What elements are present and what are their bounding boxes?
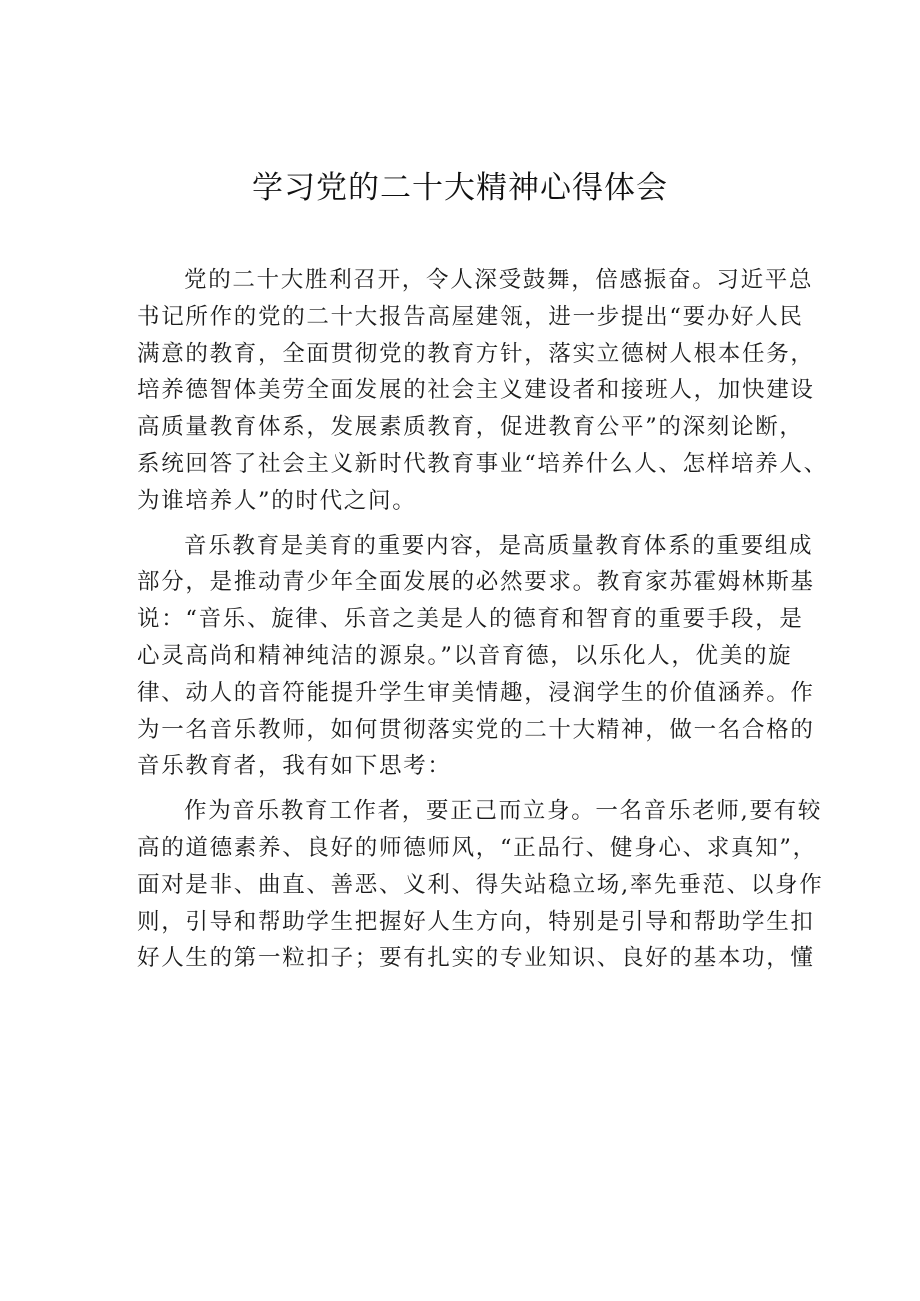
paragraph-1: [137, 262, 828, 520]
paragraph-gap: [137, 785, 797, 793]
document-title: 学习党的二十大精神心得体会: [252, 170, 668, 206]
paragraph-line: 满意的教育，全面贯彻党的教育方针，落实立德树人根本任务，: [137, 340, 815, 367]
paragraph-line: 音乐教育者，我有如下思考：: [137, 753, 452, 780]
paragraph-line: 心灵高尚和精神纯洁的源泉。”以音育德，以乐化人，优美的旋: [137, 642, 793, 669]
paragraph-3: [137, 793, 824, 977]
paragraph-line: 书记所作的党的二十大报告高屋建瓴，进一步提出“要办好人民: [137, 303, 804, 330]
paragraph-line: 作为音乐教育工作者，要正己而立身。一名音乐老师,要有较: [184, 798, 823, 825]
paragraph-line: 为一名音乐教师，如何贯彻落实党的二十大精神，做一名合格的: [137, 716, 815, 743]
paragraph-line: 高质量教育体系，发展素质教育，促进教育公平”的深刻论断，: [137, 414, 804, 441]
paragraph-line: 面对是非、曲直、善恶、义利、得失站稳立场,率先垂范、以身作: [137, 871, 824, 898]
paragraph-line: 部分，是推动青少年全面发展的必然要求。教育家苏霍姆林斯基: [137, 569, 815, 596]
paragraph-line: 系统回答了社会主义新时代教育事业“培养什么人、怎样培养人、: [137, 450, 828, 477]
paragraph-gap: [137, 520, 797, 528]
paragraph-2: [137, 528, 815, 786]
paragraph-line: 律、动人的音符能提升学生审美情趣，浸润学生的价值涵养。作: [137, 679, 815, 706]
document-body: [137, 262, 828, 977]
paragraph-line: 高的道德素养、良好的师德师风，“正品行、健身心、求真知”，: [137, 834, 817, 861]
paragraph-line: 音乐教育是美育的重要内容，是高质量教育体系的重要组成: [184, 532, 814, 559]
paragraph-line: 培养德智体美劳全面发展的社会主义建设者和接班人，加快建设: [137, 377, 815, 404]
paragraph-line: 说：“音乐、旋律、乐音之美是人的德育和智育的重要手段，是: [137, 606, 804, 633]
paragraph-line: 党的二十大胜利召开，令人深受鼓舞，倍感振奋。习近平总: [184, 267, 814, 293]
paragraph-line: 则，引导和帮助学生把握好人生方向，特别是引导和帮助学生扣: [137, 908, 815, 935]
paragraph-line: 为谁培养人”的时代之问。: [137, 487, 417, 514]
paragraph-line: 好人生的第一粒扣子；要有扎实的专业知识、良好的基本功，懂: [137, 945, 815, 972]
